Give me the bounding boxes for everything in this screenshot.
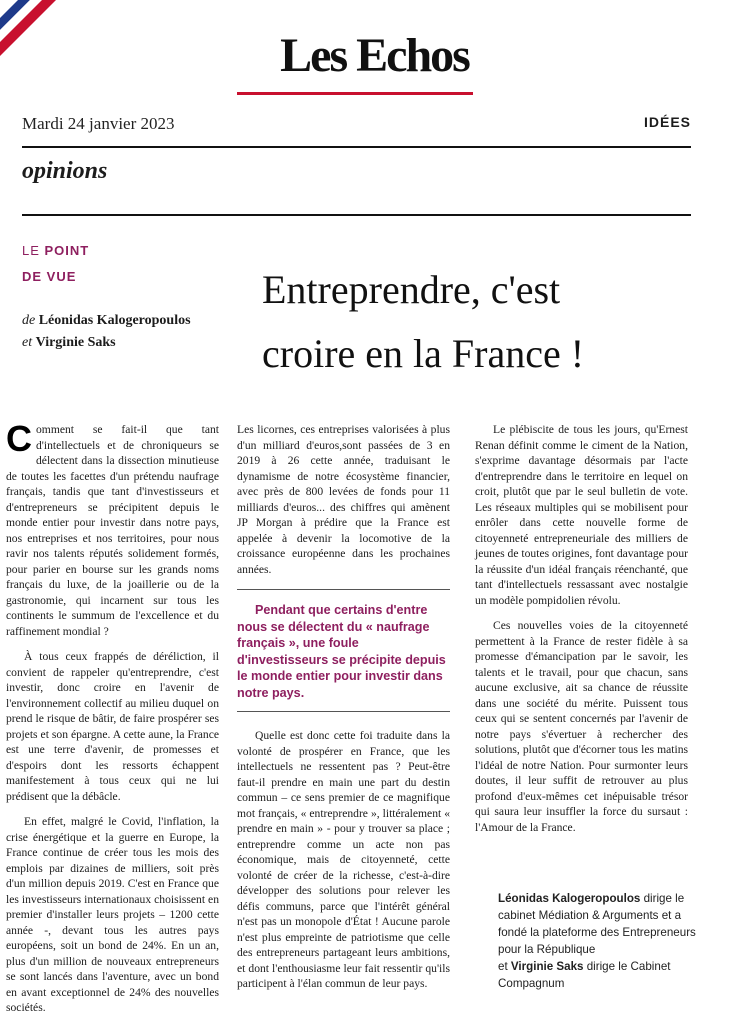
masthead-logo[interactable]: Les Echos [280,29,469,82]
paragraph: En effet, malgré le Covid, l'inflation, la crise énergétique et la guerre en Europe, la France continue de créer tous les mois des emplois par dizaines de milliers, soit près d'un million depuis 2019. C'est en France que les investisseurs internationaux choisissent en premier d'installer leurs projets – 1200 cette année -, devant tous les autres pays européens, soit un bond de 24%. En un an, plus d'un million de nouveaux entrepreneurs se sont lancés dans l'aventure, avec un bond en avant exceptionnel de 24% des nouvelles sociétés. [6,815,219,1014]
pullquote-top-rule [237,589,450,590]
bio-prefix-2: et [498,960,511,973]
bio-text-1: dirige le cabinet Médiation & Arguments et a fondé la plateforme des Entrepreneurs pour la République [498,892,696,956]
pov-de-vue: DE VUE [22,269,77,284]
section-label[interactable]: IDÉES [643,114,691,130]
bio-text-2: dirige le Cabinet Compagnum [498,960,671,990]
paragraph: À tous ceux frappés de déréliction, il convient de rappeler qu'entreprendre, c'est investir, donc croire en l'avenir de l'environnement collectif au milieu duquel on prend le risque de bâtir, de faire prospérer ses projets et son épargne. A cette aune, la France est une terre d'avenir, de promesses et d'espoirs dont les ressorts échappent manifestement à tous ceux qui ne lui prédisent que la débâcle. [6,650,219,803]
point-de-vue-label [22,238,89,290]
bio-name-2: Virginie Saks [510,960,584,973]
byline-prefix: de [22,313,39,328]
header-divider [22,146,691,148]
article-headline [262,258,702,386]
paragraph [6,418,219,639]
article-column-2 [237,422,450,1002]
bio-name-1: Léonidas Kalogeropoulos [498,892,641,905]
byline [22,310,191,354]
pullquote-bottom-rule [237,711,450,712]
pov-point: POINT [44,243,90,258]
headline-line-1: Entreprendre, c'est [262,267,561,312]
issue-date: Mardi 24 janvier 2023 [22,114,175,133]
rubric-title: opinions [22,158,108,184]
pull-quote: Pendant que certains d'entre nous se délectent du « naufrage français », une foule d'investisseurs se précipite depuis le monde entier pour investir dans notre pays. [237,603,446,700]
paragraph: Quelle est donc cette foi traduite dans la volonté de prospérer en France, que les intellectuels ne ressentent pas ? Peut-être faut-il prendre en main une part du destin commun – ce sens premier de ce magnifique mot français, « entreprendre », littéralement « prendre en main » - pour y trouver sa place ; entreprendre comme un acte non pas économique, mais de citoyenneté, cette volonté de créer de la richesse, c'est-à-dire développer des solutions pour relever les défis communs, parce que l'intérêt général n'est pas un monopole d'État ! Aucune parole n'est plus empreinte de patriotisme que celle des entrepreneurs partageant leurs ambitions, et dont l'enthousiasme leur fait ressentir qu'ils participent à l'élan commun de leur pays. [237,729,450,990]
author-bio [498,890,698,992]
article-column-3 [475,422,688,845]
masthead-underline [237,92,473,95]
paragraph: Ces nouvelles voies de la citoyenneté permettent à la France de rester fidèle à sa promesse d'émancipation par le savoir, les talents et le travail, pour que chacun, sans aucune exclusive, ait sa chance de réussite dans une société du mérite. Puissent tous ceux qui se sentent concernés par l'avenir de notre pays s'évertuer à rechercher des solutions, plutôt que d'écorner tous les matins l'idéal de notre Nation. Pour surmonter leurs doutes, il leur suffit de retrouver au plus profond d'eux-mêmes cet inépuisable trésor qui saura leur insuffler la force du sursaut : l'Amour de la France. [475,619,688,834]
rubric-divider [22,214,691,216]
byline-prefix-2: et [22,335,36,350]
pov-le: LE [22,243,45,258]
paragraph: Les licornes, ces entreprises valorisées à plus d'un milliard d'euros,sont passées de 3 en 2019 à 26 cette année, traduisant le dynamisme de notre écosystème financier, avec près de 800 levées de fonds pour 11 milliards d'euros... des chiffres qui amènent JP Morgan à prédire que la France est appelée à devenir la locomotive de la croissance européenne dans les prochaines années. [237,423,450,576]
paragraph-text: omment se fait-il que tant d'intellectuels et de chroniqueurs se délectent dans la dissection minutieuse de toutes les facettes d'un prétendu naufrage français, tandis que tant d'investisseurs et d'entrepreneurs se précipitent depuis le monde entier pour investir dans notre pays, nos entreprises et nos territoires, pour nous ravir nos talents réputés solidement formés, pour parier en bourse sur les grands noms français du luxe, de la joaillerie ou de la gastronomie, qui incarnent sur tous les continents le summum de l'excellence et du raffinement mondial ? [6,423,219,638]
byline-author-1: Léonidas Kalogeropoulos [38,313,191,328]
article-column-1 [6,418,219,1026]
byline-author-2: Virginie Saks [35,335,116,350]
drop-cap: C [6,418,32,459]
paragraph: Le plébiscite de tous les jours, qu'Ernest Renan définit comme le ciment de la Nation, s'exprime davantage désormais par l'acte d'entreprendre dans le territoire en lequel on croit, plutôt que par le seul bulletin de vote. Les réseaux multiples qui se mobilisent pour enrôler dans cette nouvelle forme de citoyenneté entrepreneuriale des milliers de jeunes de toutes origines, font davantage pour la réussite d'un idéal français réenchanté, que tant d'intellectuels ressassant avec nostalgie un modèle pompidolien révolu. [475,423,688,607]
headline-line-2: croire en la France ! [262,331,585,376]
